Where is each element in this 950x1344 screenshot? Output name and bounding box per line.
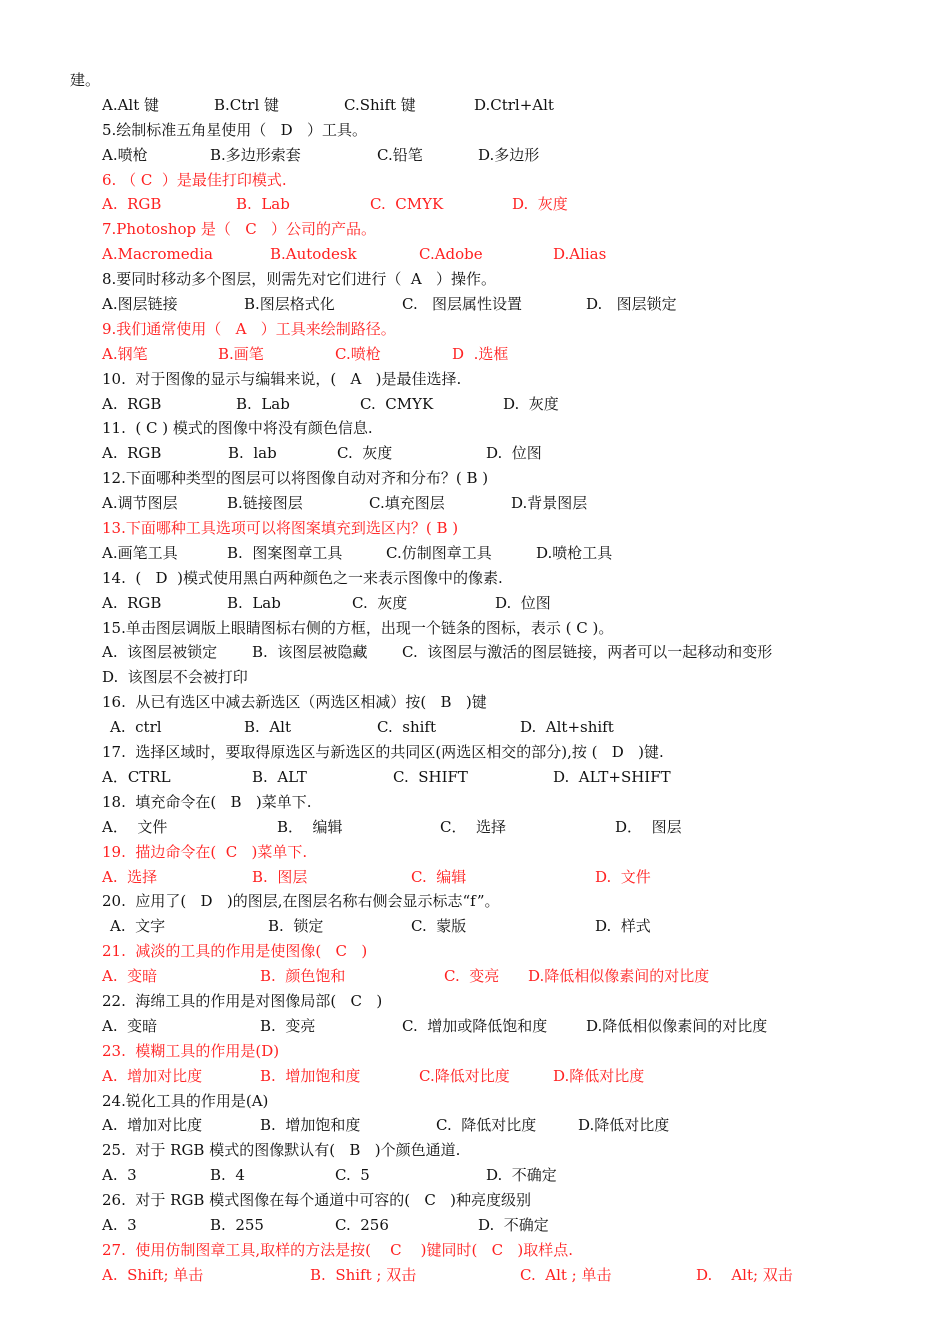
- text-line: [0, 591, 950, 616]
- question-text: 5.绘制标准五角星使用（ D ）工具。: [102, 120, 367, 139]
- option-text: A.图层链接: [102, 295, 178, 314]
- text-line: [0, 516, 950, 541]
- question-text: 23. 模糊工具的作用是(D): [102, 1041, 280, 1060]
- option-text: D. 灰度: [503, 394, 559, 413]
- question-text: 13.下面哪种工具选项可以将图案填充到选区内？( B ): [102, 519, 459, 538]
- option-text: C. SHIFT: [393, 767, 468, 786]
- option-text: B. 锁定: [268, 917, 324, 936]
- text-line: [0, 815, 950, 840]
- text-line: [0, 317, 950, 342]
- option-text: C.Adobe: [419, 245, 483, 264]
- option-text: D.降低对比度: [578, 1116, 670, 1135]
- option-text: C. CMYK: [370, 195, 444, 214]
- option-text: B. 255: [210, 1215, 264, 1234]
- option-text: C. 图层属性设置: [402, 295, 523, 314]
- option-text: C. 5: [335, 1166, 370, 1185]
- question-text: 15.单击图层调版上眼睛图标右侧的方框，出现一个链条的图标，表示 ( C )。: [102, 618, 614, 637]
- option-text: A.Alt 键: [102, 95, 160, 114]
- text-line: [0, 914, 950, 939]
- text-line: [0, 93, 950, 118]
- option-text: B. 图层: [252, 867, 308, 886]
- text-line: [0, 292, 950, 317]
- option-text: B. Shift ; 双击: [310, 1265, 417, 1284]
- text-line: [0, 416, 950, 441]
- option-text: D.背景图层: [511, 494, 588, 513]
- option-text: D. 不确定: [478, 1215, 549, 1234]
- option-text: A. RGB: [102, 394, 162, 413]
- text-line: [0, 889, 950, 914]
- option-text: A. RGB: [102, 444, 162, 463]
- question-text: 20. 应用了( D )的图层,在图层名称右侧会显示标志“f”。: [102, 892, 500, 911]
- option-text: C. 变亮: [444, 967, 500, 986]
- question-text: 10. 对于图像的显示与编辑来说，( A )是最佳选择.: [102, 369, 462, 388]
- option-text: B. Alt: [244, 718, 291, 737]
- option-text: B.Autodesk: [270, 245, 357, 264]
- text-line: [0, 616, 950, 641]
- text-line: [0, 690, 950, 715]
- option-text: C. CMYK: [360, 394, 434, 413]
- option-text: C. 该图层与激活的图层链接，两者可以一起移动和变形: [402, 643, 773, 662]
- option-text: D. 灰度: [512, 195, 568, 214]
- option-text: C.喷枪: [335, 344, 381, 363]
- text-line: [0, 466, 950, 491]
- text-line: [0, 217, 950, 242]
- text-line: [0, 840, 950, 865]
- option-text: C. 256: [335, 1215, 389, 1234]
- text-line: [0, 168, 950, 193]
- text-line: [0, 392, 950, 417]
- text-line: [0, 192, 950, 217]
- option-text: A．CTRL: [102, 767, 171, 786]
- option-text: D. 不确定: [486, 1166, 557, 1185]
- question-text: 27. 使用仿制图章工具,取样的方法是按( C )键同时( C )取样点.: [102, 1240, 574, 1259]
- question-text: 11. ( C ) 模式的图像中将没有颜色信息.: [102, 419, 373, 438]
- question-text: 19. 描边命令在( C )菜单下.: [102, 842, 308, 861]
- question-text: 16. 从已有选区中减去新选区（两选区相减）按( B )键: [102, 693, 487, 712]
- text-line: [0, 143, 950, 168]
- text-line: [0, 566, 950, 591]
- question-text: 17. 选择区域时，要取得原选区与新选区的共同区(两选区相交的部分),按 ( D )键.: [102, 743, 664, 762]
- option-text: D.Ctrl+Alt: [474, 95, 554, 114]
- option-text: A. 增加对比度: [102, 1116, 203, 1135]
- option-text: C. shift: [377, 718, 436, 737]
- question-text: 12.下面哪种类型的图层可以将图像自动对齐和分布？( B ): [102, 469, 489, 488]
- text-line: [0, 765, 950, 790]
- text-line: [0, 491, 950, 516]
- question-text: D. 该图层不会被打印: [102, 668, 248, 687]
- option-text: B. ALT: [252, 767, 307, 786]
- option-text: D.降低对比度: [553, 1066, 645, 1085]
- option-text: D. 位图: [486, 444, 542, 463]
- option-text: A.画笔工具: [102, 543, 178, 562]
- text-line: [0, 242, 950, 267]
- option-text: C.仿制图章工具: [386, 543, 492, 562]
- option-text: B.画笔: [218, 344, 264, 363]
- question-text: 21. 减淡的工具的作用是使图像( C ): [102, 942, 368, 961]
- option-text: A. 增加对比度: [102, 1066, 203, 1085]
- option-text: C.填充图层: [369, 494, 445, 513]
- option-text: A． 文件: [102, 817, 168, 836]
- option-text: D. 图层锁定: [586, 295, 677, 314]
- text-line: [0, 118, 950, 143]
- option-text: A. 3: [102, 1215, 137, 1234]
- option-text: B. Lab: [236, 394, 290, 413]
- option-text: A. 选择: [102, 867, 158, 886]
- text-line: [0, 939, 950, 964]
- text-line: [0, 1113, 950, 1138]
- text-line: [0, 1238, 950, 1263]
- text-line: [0, 267, 950, 292]
- text-line: [0, 1188, 950, 1213]
- option-text: B. 4: [210, 1166, 245, 1185]
- text-line: [0, 1064, 950, 1089]
- text-line: [0, 367, 950, 392]
- option-text: B.多边形索套: [210, 145, 301, 164]
- option-text: C. 编辑: [411, 867, 467, 886]
- question-text: 22. 海绵工具的作用是对图像局部( C ): [102, 991, 383, 1010]
- question-text: 8.要同时移动多个图层，则需先对它们进行（ A ）操作。: [102, 270, 496, 289]
- text-line: [0, 989, 950, 1014]
- option-text: D. Alt; 双击: [696, 1265, 793, 1284]
- option-text: A.钢笔: [102, 344, 148, 363]
- question-text: 24.锐化工具的作用是(A): [102, 1091, 269, 1110]
- option-text: D. 样式: [595, 917, 651, 936]
- option-text: A. 该图层被锁定: [102, 643, 218, 662]
- text-line: [0, 790, 950, 815]
- text-line: [0, 1089, 950, 1114]
- text-line: [0, 715, 950, 740]
- text-line: [0, 665, 950, 690]
- text-line: [0, 441, 950, 466]
- option-text: D. 位图: [495, 593, 551, 612]
- question-text: 26. 对于 RGB 模式图像在每个通道中可容的( C )种亮度级别: [102, 1191, 532, 1210]
- text-line: [0, 342, 950, 367]
- text-line: [0, 640, 950, 665]
- option-text: B. 图案图章工具: [227, 543, 343, 562]
- option-text: A. RGB: [102, 195, 162, 214]
- option-text: B. 增加饱和度: [260, 1066, 361, 1085]
- text-line: [0, 68, 950, 93]
- question-text: 建。: [70, 71, 101, 89]
- option-text: D. 文件: [595, 867, 651, 886]
- option-text: D． 图层: [615, 817, 682, 836]
- option-text: A. 文字: [110, 917, 166, 936]
- question-text: 6. （ C ）是最佳打印模式.: [102, 170, 287, 189]
- option-text: C. 蒙版: [411, 917, 467, 936]
- option-text: D. ALT+SHIFT: [553, 767, 671, 786]
- option-text: A. RGB: [102, 593, 162, 612]
- option-text: B. Lab: [227, 593, 281, 612]
- question-text: 7.Photoshop 是（ C ）公司的产品。: [102, 220, 376, 239]
- option-text: D.喷枪工具: [536, 543, 613, 562]
- option-text: C. 降低对比度: [436, 1116, 537, 1135]
- text-line: [0, 964, 950, 989]
- option-text: A.Macromedia: [102, 245, 213, 264]
- option-text: C. 增加或降低饱和度: [402, 1016, 548, 1035]
- text-line: [0, 1138, 950, 1163]
- text-line: [0, 1163, 950, 1188]
- option-text: A. ctrl: [110, 718, 162, 737]
- option-text: C. Alt ; 单击: [520, 1265, 612, 1284]
- document-page: [0, 68, 950, 1288]
- option-text: D.Alias: [553, 245, 607, 264]
- option-text: C.降低对比度: [419, 1066, 510, 1085]
- text-line: [0, 1213, 950, 1238]
- option-text: C． 选择: [440, 817, 507, 836]
- option-text: A. 变暗: [102, 967, 158, 986]
- option-text: B.Ctrl 键: [214, 95, 280, 114]
- option-text: A.调节图层: [102, 494, 178, 513]
- text-line: [0, 1014, 950, 1039]
- option-text: C.铅笔: [377, 145, 423, 164]
- option-text: D.降低相似像素间的对比度: [586, 1016, 768, 1035]
- option-text: B. 该图层被隐藏: [252, 643, 368, 662]
- question-text: 25. 对于 RGB 模式的图像默认有( B )个颜色通道.: [102, 1141, 461, 1160]
- option-text: C. 灰度: [352, 593, 408, 612]
- option-text: D.降低相似像素间的对比度: [528, 967, 710, 986]
- option-text: D.多边形: [478, 145, 540, 164]
- option-text: A. 变暗: [102, 1016, 158, 1035]
- text-line: [0, 1263, 950, 1288]
- option-text: B. 增加饱和度: [260, 1116, 361, 1135]
- question-text: 18. 填充命令在( B )菜单下.: [102, 792, 312, 811]
- option-text: B. 颜色饱和: [260, 967, 346, 986]
- text-line: [0, 865, 950, 890]
- option-text: D .选框: [452, 344, 509, 363]
- option-text: C.Shift 键: [344, 95, 416, 114]
- option-text: C. 灰度: [337, 444, 393, 463]
- option-text: B. Lab: [236, 195, 290, 214]
- question-text: 14. ( D )模式使用黑白两种颜色之一来表示图像中的像素.: [102, 568, 503, 587]
- option-text: A. Shift; 单击: [102, 1265, 204, 1284]
- text-line: [0, 740, 950, 765]
- option-text: B． 编辑: [277, 817, 343, 836]
- option-text: B.链接图层: [227, 494, 303, 513]
- option-text: B.图层格式化: [244, 295, 335, 314]
- option-text: D. Alt+shift: [520, 718, 614, 737]
- option-text: A. 3: [102, 1166, 137, 1185]
- option-text: B. 变亮: [260, 1016, 316, 1035]
- text-line: [0, 541, 950, 566]
- option-text: A.喷枪: [102, 145, 148, 164]
- question-text: 9.我们通常使用（ A ）工具来绘制路径。: [102, 319, 396, 338]
- option-text: B. lab: [228, 444, 277, 463]
- text-line: [0, 1039, 950, 1064]
